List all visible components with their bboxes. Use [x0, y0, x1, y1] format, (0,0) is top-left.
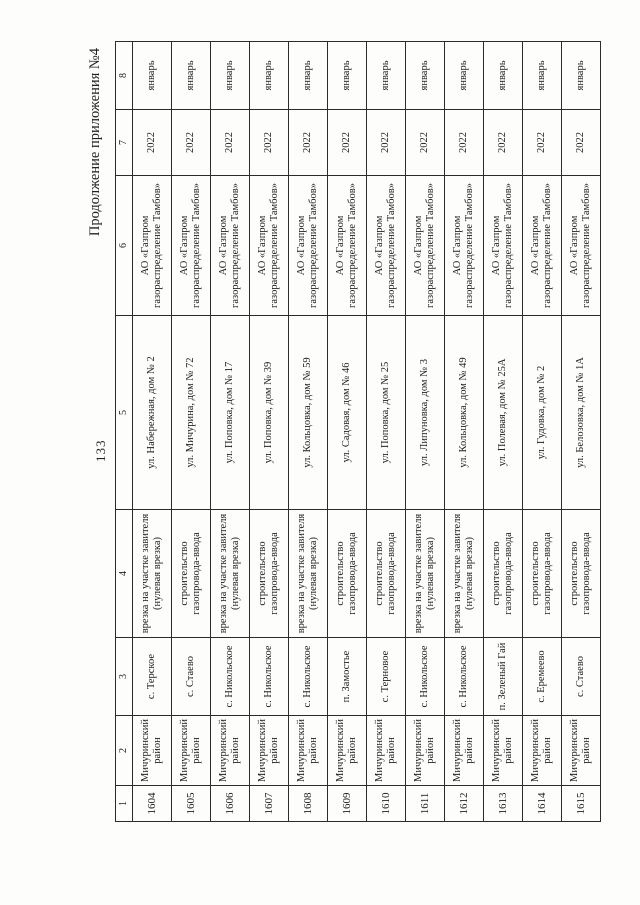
cell-month: январь [406, 42, 445, 110]
cell-year: 2022 [367, 110, 406, 176]
page-number: 133 [93, 439, 108, 462]
table-row [289, 42, 328, 822]
table-body [133, 42, 601, 822]
cell-address: ул. Кольцовка, дом № 49 [445, 316, 484, 510]
cell-address: ул. Мичурина, дом № 72 [172, 316, 211, 510]
header-cell: 2 [116, 716, 133, 786]
cell-work-type: строительство газопровода-ввода [328, 510, 367, 638]
cell-row-number: 1606 [211, 786, 250, 822]
cell-work-type: врезка на участке завителя (нулевая врезка) [406, 510, 445, 638]
table-row [250, 42, 289, 822]
cell-year: 2022 [445, 110, 484, 176]
cell-organization: АО «Газпром газораспределение Тамбов» [562, 176, 601, 316]
cell-work-type: строительство газопровода-ввода [523, 510, 562, 638]
cell-year: 2022 [406, 110, 445, 176]
cell-organization: АО «Газпром газораспределение Тамбов» [289, 176, 328, 316]
cell-settlement: с. Терское [133, 638, 172, 716]
cell-settlement: п. Замостье [328, 638, 367, 716]
cell-work-type: врезка на участке завителя (нулевая врезка) [133, 510, 172, 638]
cell-month: январь [562, 42, 601, 110]
cell-work-type: строительство газопровода-ввода [484, 510, 523, 638]
cell-row-number: 1605 [172, 786, 211, 822]
cell-address: ул. Полевая, дом № 25А [484, 316, 523, 510]
cell-address: ул. Поповка, дом № 25 [367, 316, 406, 510]
cell-month: январь [445, 42, 484, 110]
cell-row-number: 1610 [367, 786, 406, 822]
cell-address: ул. Гудовка, дом № 2 [523, 316, 562, 510]
cell-address: ул. Белозовка, дом № 1А [562, 316, 601, 510]
cell-year: 2022 [250, 110, 289, 176]
rotated-page-content [87, 42, 592, 822]
cell-row-number: 1615 [562, 786, 601, 822]
cell-row-number: 1614 [523, 786, 562, 822]
cell-settlement: с. Стаево [562, 638, 601, 716]
cell-settlement: с. Никольское [406, 638, 445, 716]
cell-organization: АО «Газпром газораспределение Тамбов» [250, 176, 289, 316]
cell-organization: АО «Газпром газораспределение Тамбов» [172, 176, 211, 316]
table-row [562, 42, 601, 822]
cell-settlement: с. Никольское [445, 638, 484, 716]
cell-district: Мичуринский район [133, 716, 172, 786]
cell-month: январь [250, 42, 289, 110]
table-row [445, 42, 484, 822]
cell-work-type: строительство газопровода-ввода [562, 510, 601, 638]
cell-organization: АО «Газпром газораспределение Тамбов» [367, 176, 406, 316]
cell-settlement: с. Никольское [211, 638, 250, 716]
cell-organization: АО «Газпром газораспределение Тамбов» [523, 176, 562, 316]
cell-district: Мичуринский район [211, 716, 250, 786]
cell-month: январь [328, 42, 367, 110]
cell-work-type: врезка на участке завителя (нулевая врезка) [211, 510, 250, 638]
cell-district: Мичуринский район [172, 716, 211, 786]
cell-address: ул. Набережная, дом № 2 [133, 316, 172, 510]
cell-organization: АО «Газпром газораспределение Тамбов» [484, 176, 523, 316]
header-cell: 8 [116, 42, 133, 110]
cell-year: 2022 [328, 110, 367, 176]
cell-organization: АО «Газпром газораспределение Тамбов» [211, 176, 250, 316]
table-header-row [116, 42, 133, 822]
cell-row-number: 1611 [406, 786, 445, 822]
cell-year: 2022 [484, 110, 523, 176]
cell-settlement: с. Стаево [172, 638, 211, 716]
cell-settlement: с. Терновое [367, 638, 406, 716]
table-row [523, 42, 562, 822]
cell-row-number: 1608 [289, 786, 328, 822]
cell-address: ул. Садовая, дом № 46 [328, 316, 367, 510]
table-row [406, 42, 445, 822]
cell-district: Мичуринский район [250, 716, 289, 786]
cell-month: январь [367, 42, 406, 110]
cell-work-type: врезка на участке завителя (нулевая врезка) [289, 510, 328, 638]
header-cell: 1 [116, 786, 133, 822]
cell-settlement: с. Никольское [289, 638, 328, 716]
cell-organization: АО «Газпром газораспределение Тамбов» [133, 176, 172, 316]
cell-organization: АО «Газпром газораспределение Тамбов» [328, 176, 367, 316]
cell-year: 2022 [211, 110, 250, 176]
continuation-title: Продолжение приложения №4 [87, 48, 103, 237]
cell-address: ул. Поповка, дом № 39 [250, 316, 289, 510]
cell-year: 2022 [289, 110, 328, 176]
table-row [367, 42, 406, 822]
table-row [328, 42, 367, 822]
table-row [211, 42, 250, 822]
cell-settlement: п. Зеленый Гай [484, 638, 523, 716]
cell-month: январь [484, 42, 523, 110]
cell-work-type: строительство газопровода-ввода [250, 510, 289, 638]
cell-year: 2022 [562, 110, 601, 176]
cell-month: январь [172, 42, 211, 110]
cell-district: Мичуринский район [562, 716, 601, 786]
cell-row-number: 1612 [445, 786, 484, 822]
cell-address: ул. Поповка, дом № 17 [211, 316, 250, 510]
cell-district: Мичуринский район [328, 716, 367, 786]
header-cell: 7 [116, 110, 133, 176]
cell-row-number: 1609 [328, 786, 367, 822]
header-cell: 5 [116, 316, 133, 510]
cell-row-number: 1613 [484, 786, 523, 822]
cell-year: 2022 [172, 110, 211, 176]
cell-row-number: 1607 [250, 786, 289, 822]
header-cell: 4 [116, 510, 133, 638]
cell-address: ул. Липуновка, дом № 3 [406, 316, 445, 510]
cell-month: январь [523, 42, 562, 110]
cell-district: Мичуринский район [523, 716, 562, 786]
cell-month: январь [133, 42, 172, 110]
cell-month: январь [211, 42, 250, 110]
cell-organization: АО «Газпром газораспределение Тамбов» [406, 176, 445, 316]
header-cell: 3 [116, 638, 133, 716]
cell-work-type: строительство газопровода-ввода [367, 510, 406, 638]
cell-work-type: врезка на участке завителя (нулевая врезка) [445, 510, 484, 638]
cell-year: 2022 [133, 110, 172, 176]
table-row [172, 42, 211, 822]
cell-month: январь [289, 42, 328, 110]
cell-address: ул. Кольцовка, дом № 59 [289, 316, 328, 510]
cell-organization: АО «Газпром газораспределение Тамбов» [445, 176, 484, 316]
cell-row-number: 1604 [133, 786, 172, 822]
cell-district: Мичуринский район [289, 716, 328, 786]
cell-work-type: строительство газопровода-ввода [172, 510, 211, 638]
cell-settlement: с. Еремеево [523, 638, 562, 716]
cell-district: Мичуринский район [367, 716, 406, 786]
gas-connection-table [115, 41, 601, 822]
cell-district: Мичуринский район [484, 716, 523, 786]
header-cell: 6 [116, 176, 133, 316]
cell-year: 2022 [523, 110, 562, 176]
cell-district: Мичуринский район [445, 716, 484, 786]
cell-district: Мичуринский район [406, 716, 445, 786]
table-row [484, 42, 523, 822]
table-row [133, 42, 172, 822]
cell-settlement: с. Никольское [250, 638, 289, 716]
